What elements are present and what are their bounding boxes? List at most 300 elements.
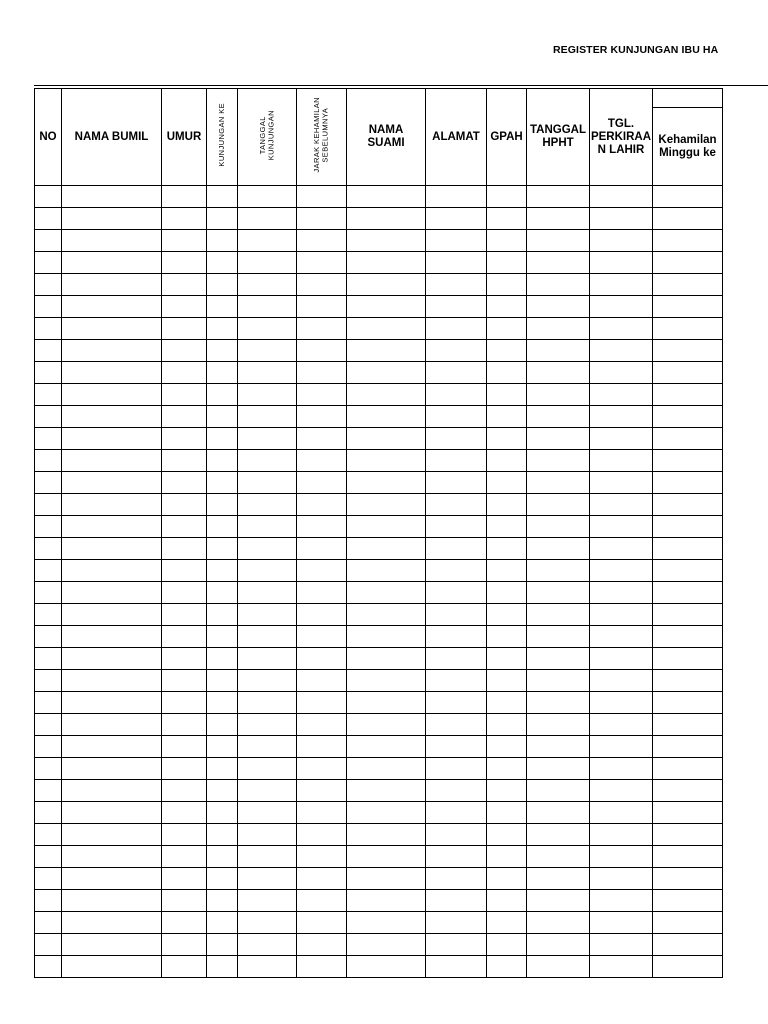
table-cell[interactable] (527, 428, 590, 450)
table-cell[interactable] (347, 912, 426, 934)
table-cell[interactable] (162, 494, 207, 516)
table-cell[interactable] (347, 868, 426, 890)
table-cell[interactable] (62, 560, 162, 582)
table-cell[interactable] (297, 560, 347, 582)
table-cell[interactable] (347, 252, 426, 274)
table-cell[interactable] (162, 692, 207, 714)
table-cell[interactable] (207, 802, 238, 824)
table-cell[interactable] (347, 824, 426, 846)
table-cell[interactable] (297, 846, 347, 868)
table-cell[interactable] (653, 868, 723, 890)
table-cell[interactable] (347, 318, 426, 340)
table-cell[interactable] (62, 516, 162, 538)
table-cell[interactable] (238, 648, 297, 670)
table-cell[interactable] (35, 956, 62, 978)
table-cell[interactable] (35, 604, 62, 626)
table-cell[interactable] (347, 472, 426, 494)
table-cell[interactable] (590, 604, 653, 626)
table-cell[interactable] (35, 472, 62, 494)
table-cell[interactable] (487, 230, 527, 252)
table-cell[interactable] (162, 186, 207, 208)
table-cell[interactable] (297, 340, 347, 362)
table-cell[interactable] (62, 472, 162, 494)
table-cell[interactable] (162, 318, 207, 340)
table-cell[interactable] (207, 604, 238, 626)
table-cell[interactable] (426, 208, 487, 230)
table-cell[interactable] (35, 714, 62, 736)
table-cell[interactable] (590, 648, 653, 670)
table-cell[interactable] (297, 296, 347, 318)
table-cell[interactable] (297, 406, 347, 428)
table-cell[interactable] (527, 186, 590, 208)
table-cell[interactable] (207, 560, 238, 582)
table-cell[interactable] (527, 516, 590, 538)
table-cell[interactable] (347, 428, 426, 450)
table-cell[interactable] (590, 340, 653, 362)
table-cell[interactable] (347, 208, 426, 230)
table-cell[interactable] (238, 472, 297, 494)
table-cell[interactable] (487, 626, 527, 648)
table-cell[interactable] (527, 362, 590, 384)
table-cell[interactable] (487, 362, 527, 384)
table-cell[interactable] (527, 780, 590, 802)
table-cell[interactable] (653, 604, 723, 626)
table-cell[interactable] (297, 648, 347, 670)
table-cell[interactable] (297, 956, 347, 978)
table-cell[interactable] (35, 208, 62, 230)
table-cell[interactable] (238, 274, 297, 296)
table-cell[interactable] (527, 494, 590, 516)
table-cell[interactable] (487, 538, 527, 560)
table-cell[interactable] (162, 406, 207, 428)
table-cell[interactable] (35, 802, 62, 824)
table-cell[interactable] (162, 582, 207, 604)
table-cell[interactable] (297, 384, 347, 406)
table-cell[interactable] (426, 538, 487, 560)
table-cell[interactable] (347, 736, 426, 758)
table-cell[interactable] (207, 186, 238, 208)
table-cell[interactable] (62, 450, 162, 472)
table-cell[interactable] (238, 186, 297, 208)
table-cell[interactable] (653, 912, 723, 934)
table-cell[interactable] (590, 692, 653, 714)
table-cell[interactable] (35, 846, 62, 868)
table-cell[interactable] (162, 956, 207, 978)
table-cell[interactable] (297, 736, 347, 758)
table-cell[interactable] (347, 516, 426, 538)
table-cell[interactable] (590, 714, 653, 736)
table-cell[interactable] (162, 912, 207, 934)
table-cell[interactable] (653, 824, 723, 846)
table-cell[interactable] (35, 626, 62, 648)
table-cell[interactable] (162, 208, 207, 230)
table-cell[interactable] (162, 538, 207, 560)
table-cell[interactable] (62, 362, 162, 384)
table-cell[interactable] (347, 802, 426, 824)
table-cell[interactable] (653, 758, 723, 780)
table-cell[interactable] (207, 230, 238, 252)
table-cell[interactable] (238, 736, 297, 758)
table-cell[interactable] (487, 934, 527, 956)
table-cell[interactable] (590, 956, 653, 978)
table-cell[interactable] (207, 648, 238, 670)
table-cell[interactable] (426, 802, 487, 824)
table-cell[interactable] (162, 384, 207, 406)
table-cell[interactable] (238, 758, 297, 780)
table-cell[interactable] (62, 340, 162, 362)
table-cell[interactable] (590, 450, 653, 472)
table-cell[interactable] (653, 846, 723, 868)
table-cell[interactable] (297, 890, 347, 912)
table-cell[interactable] (590, 494, 653, 516)
table-cell[interactable] (35, 758, 62, 780)
table-cell[interactable] (527, 208, 590, 230)
table-cell[interactable] (487, 648, 527, 670)
table-cell[interactable] (590, 384, 653, 406)
table-cell[interactable] (35, 538, 62, 560)
table-cell[interactable] (527, 626, 590, 648)
table-cell[interactable] (35, 736, 62, 758)
table-cell[interactable] (527, 802, 590, 824)
table-cell[interactable] (527, 230, 590, 252)
table-cell[interactable] (35, 274, 62, 296)
table-cell[interactable] (207, 868, 238, 890)
table-cell[interactable] (238, 780, 297, 802)
table-cell[interactable] (527, 384, 590, 406)
table-cell[interactable] (347, 494, 426, 516)
table-cell[interactable] (162, 560, 207, 582)
table-cell[interactable] (162, 934, 207, 956)
table-cell[interactable] (527, 296, 590, 318)
table-cell[interactable] (35, 692, 62, 714)
table-cell[interactable] (487, 780, 527, 802)
table-cell[interactable] (162, 252, 207, 274)
table-cell[interactable] (527, 406, 590, 428)
table-cell[interactable] (297, 868, 347, 890)
table-cell[interactable] (207, 780, 238, 802)
table-cell[interactable] (527, 648, 590, 670)
table-cell[interactable] (426, 626, 487, 648)
table-cell[interactable] (653, 296, 723, 318)
table-cell[interactable] (35, 450, 62, 472)
table-cell[interactable] (62, 868, 162, 890)
table-cell[interactable] (653, 274, 723, 296)
table-cell[interactable] (527, 890, 590, 912)
table-cell[interactable] (162, 824, 207, 846)
table-cell[interactable] (426, 450, 487, 472)
table-cell[interactable] (426, 494, 487, 516)
table-cell[interactable] (162, 450, 207, 472)
table-cell[interactable] (487, 846, 527, 868)
table-cell[interactable] (426, 846, 487, 868)
table-cell[interactable] (426, 956, 487, 978)
table-cell[interactable] (653, 406, 723, 428)
table-cell[interactable] (527, 934, 590, 956)
table-cell[interactable] (35, 428, 62, 450)
table-cell[interactable] (238, 934, 297, 956)
table-cell[interactable] (162, 648, 207, 670)
table-cell[interactable] (35, 318, 62, 340)
table-cell[interactable] (238, 362, 297, 384)
table-cell[interactable] (162, 274, 207, 296)
table-cell[interactable] (590, 912, 653, 934)
table-cell[interactable] (297, 516, 347, 538)
table-cell[interactable] (207, 890, 238, 912)
table-cell[interactable] (297, 362, 347, 384)
table-cell[interactable] (238, 428, 297, 450)
table-cell[interactable] (590, 736, 653, 758)
table-cell[interactable] (62, 230, 162, 252)
table-cell[interactable] (527, 582, 590, 604)
table-cell[interactable] (347, 670, 426, 692)
table-cell[interactable] (487, 802, 527, 824)
table-cell[interactable] (35, 384, 62, 406)
table-cell[interactable] (487, 296, 527, 318)
table-cell[interactable] (653, 670, 723, 692)
table-cell[interactable] (35, 560, 62, 582)
table-cell[interactable] (487, 670, 527, 692)
table-cell[interactable] (590, 868, 653, 890)
table-cell[interactable] (653, 802, 723, 824)
table-cell[interactable] (527, 736, 590, 758)
table-cell[interactable] (162, 516, 207, 538)
table-cell[interactable] (487, 890, 527, 912)
table-cell[interactable] (426, 912, 487, 934)
table-cell[interactable] (653, 560, 723, 582)
table-cell[interactable] (590, 670, 653, 692)
table-cell[interactable] (590, 626, 653, 648)
table-cell[interactable] (297, 274, 347, 296)
table-cell[interactable] (62, 670, 162, 692)
table-cell[interactable] (35, 230, 62, 252)
table-cell[interactable] (297, 912, 347, 934)
table-cell[interactable] (347, 934, 426, 956)
table-cell[interactable] (297, 428, 347, 450)
table-cell[interactable] (162, 868, 207, 890)
table-cell[interactable] (238, 406, 297, 428)
table-cell[interactable] (590, 582, 653, 604)
table-cell[interactable] (207, 318, 238, 340)
table-cell[interactable] (426, 274, 487, 296)
table-cell[interactable] (238, 824, 297, 846)
table-cell[interactable] (238, 868, 297, 890)
table-cell[interactable] (62, 956, 162, 978)
table-cell[interactable] (238, 252, 297, 274)
table-cell[interactable] (162, 296, 207, 318)
table-cell[interactable] (35, 406, 62, 428)
table-cell[interactable] (347, 296, 426, 318)
table-cell[interactable] (426, 296, 487, 318)
table-cell[interactable] (238, 802, 297, 824)
table-cell[interactable] (347, 274, 426, 296)
table-cell[interactable] (653, 516, 723, 538)
table-cell[interactable] (162, 670, 207, 692)
table-cell[interactable] (297, 758, 347, 780)
table-cell[interactable] (590, 758, 653, 780)
table-cell[interactable] (297, 186, 347, 208)
table-cell[interactable] (62, 252, 162, 274)
table-cell[interactable] (590, 274, 653, 296)
table-cell[interactable] (207, 252, 238, 274)
table-cell[interactable] (426, 780, 487, 802)
table-cell[interactable] (35, 824, 62, 846)
table-cell[interactable] (62, 538, 162, 560)
table-cell[interactable] (527, 340, 590, 362)
table-cell[interactable] (62, 780, 162, 802)
table-cell[interactable] (238, 494, 297, 516)
table-cell[interactable] (426, 230, 487, 252)
table-cell[interactable] (653, 230, 723, 252)
table-cell[interactable] (162, 890, 207, 912)
table-cell[interactable] (207, 626, 238, 648)
table-cell[interactable] (590, 252, 653, 274)
table-cell[interactable] (62, 758, 162, 780)
table-cell[interactable] (487, 450, 527, 472)
table-cell[interactable] (238, 626, 297, 648)
table-cell[interactable] (426, 714, 487, 736)
table-cell[interactable] (590, 824, 653, 846)
table-cell[interactable] (297, 230, 347, 252)
table-cell[interactable] (238, 912, 297, 934)
table-cell[interactable] (238, 846, 297, 868)
table-cell[interactable] (487, 758, 527, 780)
table-cell[interactable] (590, 230, 653, 252)
table-cell[interactable] (426, 560, 487, 582)
table-cell[interactable] (238, 956, 297, 978)
table-cell[interactable] (297, 208, 347, 230)
table-cell[interactable] (426, 692, 487, 714)
table-cell[interactable] (297, 802, 347, 824)
table-cell[interactable] (62, 186, 162, 208)
table-cell[interactable] (162, 472, 207, 494)
table-cell[interactable] (590, 406, 653, 428)
table-cell[interactable] (207, 670, 238, 692)
table-cell[interactable] (487, 560, 527, 582)
table-cell[interactable] (297, 604, 347, 626)
table-cell[interactable] (653, 340, 723, 362)
table-cell[interactable] (62, 934, 162, 956)
table-cell[interactable] (62, 406, 162, 428)
table-cell[interactable] (62, 846, 162, 868)
table-cell[interactable] (653, 648, 723, 670)
table-cell[interactable] (238, 230, 297, 252)
table-cell[interactable] (35, 868, 62, 890)
table-cell[interactable] (487, 692, 527, 714)
table-cell[interactable] (35, 648, 62, 670)
table-cell[interactable] (653, 186, 723, 208)
table-cell[interactable] (162, 780, 207, 802)
table-cell[interactable] (590, 780, 653, 802)
table-cell[interactable] (62, 208, 162, 230)
table-cell[interactable] (347, 846, 426, 868)
table-cell[interactable] (35, 912, 62, 934)
table-cell[interactable] (487, 736, 527, 758)
table-cell[interactable] (347, 560, 426, 582)
table-cell[interactable] (487, 714, 527, 736)
table-cell[interactable] (527, 274, 590, 296)
table-cell[interactable] (653, 428, 723, 450)
table-cell[interactable] (487, 494, 527, 516)
table-cell[interactable] (426, 670, 487, 692)
table-cell[interactable] (162, 362, 207, 384)
table-cell[interactable] (238, 296, 297, 318)
table-cell[interactable] (238, 450, 297, 472)
table-cell[interactable] (487, 516, 527, 538)
table-cell[interactable] (297, 626, 347, 648)
table-cell[interactable] (162, 230, 207, 252)
table-cell[interactable] (62, 582, 162, 604)
table-cell[interactable] (426, 472, 487, 494)
table-cell[interactable] (207, 516, 238, 538)
table-cell[interactable] (207, 428, 238, 450)
table-cell[interactable] (347, 538, 426, 560)
table-cell[interactable] (527, 824, 590, 846)
table-cell[interactable] (426, 582, 487, 604)
table-cell[interactable] (207, 208, 238, 230)
table-cell[interactable] (297, 670, 347, 692)
table-cell[interactable] (297, 692, 347, 714)
table-cell[interactable] (487, 274, 527, 296)
table-cell[interactable] (62, 384, 162, 406)
table-cell[interactable] (527, 846, 590, 868)
table-cell[interactable] (207, 582, 238, 604)
table-cell[interactable] (347, 692, 426, 714)
table-cell[interactable] (297, 780, 347, 802)
table-cell[interactable] (527, 956, 590, 978)
table-cell[interactable] (426, 318, 487, 340)
table-cell[interactable] (347, 648, 426, 670)
table-cell[interactable] (347, 450, 426, 472)
table-cell[interactable] (653, 472, 723, 494)
table-cell[interactable] (590, 472, 653, 494)
table-cell[interactable] (527, 604, 590, 626)
table-cell[interactable] (238, 692, 297, 714)
table-cell[interactable] (653, 362, 723, 384)
table-cell[interactable] (238, 538, 297, 560)
table-cell[interactable] (35, 934, 62, 956)
table-cell[interactable] (653, 450, 723, 472)
table-cell[interactable] (62, 648, 162, 670)
table-cell[interactable] (426, 384, 487, 406)
table-cell[interactable] (487, 186, 527, 208)
table-cell[interactable] (238, 890, 297, 912)
table-cell[interactable] (347, 780, 426, 802)
table-cell[interactable] (653, 956, 723, 978)
table-cell[interactable] (487, 824, 527, 846)
table-cell[interactable] (653, 582, 723, 604)
table-cell[interactable] (238, 560, 297, 582)
table-cell[interactable] (35, 670, 62, 692)
table-cell[interactable] (527, 450, 590, 472)
table-cell[interactable] (238, 670, 297, 692)
table-cell[interactable] (62, 274, 162, 296)
table-cell[interactable] (207, 824, 238, 846)
table-cell[interactable] (238, 384, 297, 406)
table-cell[interactable] (487, 956, 527, 978)
table-cell[interactable] (426, 252, 487, 274)
table-cell[interactable] (207, 692, 238, 714)
table-cell[interactable] (653, 780, 723, 802)
table-cell[interactable] (590, 802, 653, 824)
table-cell[interactable] (426, 824, 487, 846)
table-cell[interactable] (653, 252, 723, 274)
table-cell[interactable] (62, 296, 162, 318)
table-cell[interactable] (162, 736, 207, 758)
table-cell[interactable] (653, 384, 723, 406)
table-cell[interactable] (297, 582, 347, 604)
table-cell[interactable] (590, 890, 653, 912)
table-cell[interactable] (207, 758, 238, 780)
